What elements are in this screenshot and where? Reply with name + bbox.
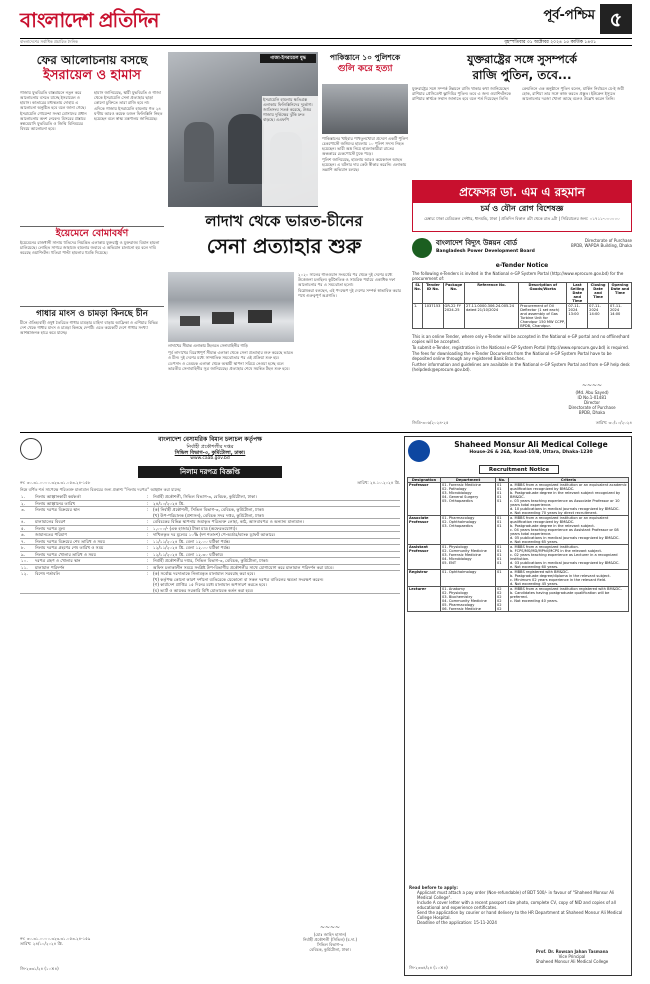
china-donkey-headline: গাধার মাংস ও চামড়া কিনছে চীন [20, 306, 164, 318]
auction-item-value: (ক) নির্বাহী প্রকৌশলী, সিভিল বিভাগ-৩, বেবিচক, কুর্মিটোলা, ঢাকা। (খ) উপ-পরিচালক (প্রশাসন), বেবিচক সদর দপ্তর, কুর্মিটোলা, ঢাকা। [152, 507, 400, 519]
yemen-headline: ইয়েমেনে বোমাবর্ষণ [20, 226, 164, 238]
bpdb-logo-icon [412, 238, 432, 258]
auction-item-label: নিলাম আহ্বানকারী কর্মকর্তা [34, 494, 146, 500]
designation-cell: Assistant Professor [408, 545, 441, 570]
auction-item-number: ২. [20, 500, 34, 507]
photo-vehicle [248, 310, 272, 323]
photo-figure [184, 122, 214, 182]
doctor-ad-specialty: চর্ম ও যৌন রোগ বিশেষজ্ঞ [480, 204, 564, 213]
auction-item-colon: : [146, 500, 152, 507]
bpdb-title: e-Tender Notice [495, 262, 549, 269]
table-row [408, 516, 629, 545]
caab-banner: নিলাম দরপত্র বিজ্ঞপ্তি [138, 466, 282, 478]
china-donkey-body: চীনে ঐতিহ্যবাহী ওষুধ তৈরিতে গাধার চামড়ার চাহিদা বাড়ায় আফ্রিকা ও এশিয়ার বিভিন্ন দেশ থেকে গাধার মাংস ও চামড়া কিনছে দেশটি। এতে কয়েকটি দেশে গাধার সংখ্যা আশঙ্কাজনক হারে কমে যাচ্ছে। [20, 320, 158, 335]
us-russia-headline: যুক্তরাষ্ট্রের সঙ্গে সুসম্পর্কে রাজি পুতিন, তবে... [467, 53, 577, 82]
auction-item-number: ৩. [20, 507, 34, 519]
department-cell: 01. Anatomy 02. Physiology 03. Biochemistry 04. Community Medicine 05. Pharmacology 06. Forensic Medicine [441, 587, 496, 612]
department-cell: 01. Physiology 02. Community Medicine 03. Forensic Medicine 04. Microbiology 05. ENT [441, 545, 496, 570]
table-cell: 1. [413, 304, 423, 329]
medical-signature-block: Prof. Dr. Rowsan Jahan Tasmana Vice Principal Shaheed Monsur Ali Medical College [535, 949, 609, 964]
auction-item-value: দাখিলকৃত দর মূল্যের ১০% (দশ শতাংশ) পে-অর্ডার/ব্যাংক ড্রাফট আকারে। [152, 532, 400, 539]
table-row [20, 571, 400, 594]
recruitment-table [407, 477, 629, 612]
ladakh-photo [168, 272, 294, 342]
table-header-cell: Closing Date and Time [588, 283, 609, 304]
dateline: বৃহস্পতিবার ৩১ অক্টোবর ২০২৪ ১৫ কার্তিক ১৪৩১ [20, 38, 632, 46]
instruction-item: • Send the application by courier or hand delivery to the HR Department at Shaheed Monsur Ali Medical College Hospital. [417, 910, 629, 920]
photo-tag: গাজা-ইসরায়েল যুদ্ধ [260, 54, 316, 63]
table-row [408, 570, 629, 587]
table-header-cell: Last Selling Date and Time [567, 283, 588, 304]
count-cell: 01 [496, 570, 509, 587]
auction-item-colon: : [146, 538, 152, 545]
auction-item-value: ২৪/১০/২০২৪ খ্রি. [152, 500, 400, 507]
auction-item-number: ৪. [20, 519, 34, 526]
auction-item-value: নির্বাহী প্রকৌশলীর দপ্তর, সিভিল বিভাগ-৩, বেবিচক, কুর্মিটোলা, ঢাকা। [152, 558, 400, 565]
auction-item-number: ১০. [20, 558, 34, 565]
ladakh-body-col2: ২০২০ সালের গালওয়ান সংঘর্ষের পর থেকে দুই দেশের মধ্যে উত্তেজনা চলছিল। কূটনৈতিক ও সামরিক পর্যায়ে একাধিক দফা আলোচনার পর এ সমঝোতা হলো। বিশ্লেষকরা বলছেন, এই পদক্ষেপ দুই দেশের সম্পর্ক স্বাভাবিক করার পথে গুরুত্বপূর্ণ অগ্রগতি। [298, 272, 401, 298]
table-header-cell: Criteria [509, 478, 629, 483]
auction-item-label: নিলাম আহ্বানের তারিখ [34, 500, 146, 507]
apply-instructions: Read before to apply: • Applicant must attach a pay order (Non-refundable) of BDT 500/- in favour of "Shaheed Monsur Ali Medical College". • Include A cover letter with a recent passport size photo, complete CV, copy of NID and copies of all educational and experience certificates. • Send the application by courier or hand delivery to the HR Department at Shaheed Monsur Ali Medical College Hospital. • Deadline of the application: 15-11-2024 [409, 885, 629, 945]
ladakh-headline: লাদাখ থেকে ভারত-চীনের সেনা প্রত্যাহার শুরু [205, 212, 363, 258]
signature-scribble: ~~~~ [319, 924, 341, 931]
table-header-cell: Tender ID No. [423, 283, 443, 304]
auction-item-label: নিলাম দরপত্র বিক্রয়ের স্থান [34, 507, 146, 519]
auction-item-label: নিলাম দরপত্র গ্রহণের শেষ তারিখ ও সময় [34, 545, 146, 552]
caab-memo: নং: ৩০.৩১.০০০০.৩২৩.৩১.০৫৩.২৪-১৫৮ [20, 480, 91, 485]
auction-item-number: ৭. [20, 538, 34, 545]
auction-item-label: মালামালের বিবরণ [34, 519, 146, 526]
recruitment-banner: Recruitment Notice [479, 465, 559, 474]
hamas-body-col1: গাজায় যুদ্ধবিরতি বাস্তবায়নে নতুন করে আলোচনায় বসতে যাচ্ছে ইসরায়েল ও হামাস। কাতারের মধ্যস্থতায় দোহায় এ আলোচনা অনুষ্ঠিত হবে বলে জানা গেছে। ইসরায়েলি গোয়েন্দা সংস্থা মোসাদের প্রধান আলোচনায় অংশ নেবেন। মিসরের প্রস্তাবে স্বল্পমেয়াদি যুদ্ধবিরতি ও জিম্মি বিনিময়ের বিষয়ে আলোচনা হবে। [20, 90, 87, 131]
pakistan-photo [322, 84, 408, 134]
section-divider [20, 432, 632, 433]
table-cell: 07-11-2024 13:00 [567, 304, 588, 329]
page-number: ৫ [600, 4, 632, 34]
caab-ad-code: জি-২৩৩১/২৪ (১০×৪) [20, 966, 59, 971]
doctor-ad-name-bar [413, 181, 631, 203]
table-cell: 27.11.0000.306.24.005.24 dated 21/10/2024 [464, 304, 518, 329]
auction-item-value: (ক) সর্বোচ্চ দরদাতাকে নিলামকৃত মালামাল সরবরাহ করা হবে। (খ) কর্তৃপক্ষ কোনো কারণ দর্শানো ব্যতিরেকে যেকোনো বা সকল দরপত্র বাতিলের ক্ষমতা সংরক্ষণ করেন। (গ) কার্যাদেশ প্রাপ্তির ১৫ দিনের মধ্যে মালামাল অপসারণ করতে হবে। (ঘ) ভ্যাট ও আয়কর সরকারি বিধি মোতাবেক কর্তন করা হবে। [152, 571, 400, 594]
auction-item-colon: : [146, 519, 152, 526]
table-header-cell: Package No. [443, 283, 464, 304]
auction-item-number: ৯. [20, 551, 34, 558]
count-cell: 01 01 01 01 01 [496, 483, 509, 516]
table-cell: GR-22 FY 2024-25 [443, 304, 464, 329]
ladakh-photo-caption: লাদাখের সীমান্ত এলাকায় টহলরত সেনাবাহিনীর গাড়ি [168, 343, 248, 348]
auction-item-label: বিশেষ শর্তাবলি [34, 571, 146, 594]
table-row [413, 304, 632, 329]
table-row [20, 507, 400, 519]
caab-date: তারিখ: ২৪.১০.২০২৪ খ্রি. [357, 480, 400, 485]
bpdb-signature-block: ~~~~ (Md. Abu Sayed) ID No.1-01481 Director Directorate of Purchase BPDB, Dhaka [552, 382, 632, 418]
auction-item-label: নিলাম দরপত্র বিক্রয়ের শেষ তারিখ ও সময় [34, 538, 146, 545]
bpdb-tender-ad [412, 236, 632, 428]
table-header-cell: Designation [408, 478, 441, 483]
caab-logo-icon [20, 438, 42, 460]
masthead [20, 6, 260, 44]
table-header-cell: Opening Date and Time [608, 283, 631, 304]
doctor-ad-name: ডা. এম এ রহমান [500, 185, 585, 199]
us-russia-body-col1: যুক্তরাষ্ট্রের সঙ্গে সম্পর্ক উন্নয়নে রাজি থাকার কথা জানিয়েছেন রাশিয়ার প্রেসিডেন্ট ভ্লাদিমির পুতিন। তবে এ জন্য ওয়াশিংটনকে রাশিয়ার স্বার্থকে সম্মান জানাতে হবে বলে শর্ত দিয়েছেন তিনি। [412, 86, 511, 101]
auction-item-number: ১২. [20, 571, 34, 594]
count-cell: 02 02 02 02 02 02 [496, 587, 509, 612]
department-cell: 01. Ophthalmology [441, 570, 496, 587]
medical-college-logo-icon [408, 440, 430, 462]
criteria-cell: a. MBBS from a recognized institution or an equivalent qualification recognized by BM&DC. b. Postgraduate degree in the relevant subject. c. 04 years teaching experience as Assistant Professor or 08 years total experience. d. 05 publications in medical journals recognized by BM&DC. e. Not exceeding 65 years. [509, 516, 629, 545]
auction-item-label: জামানতের পরিমাণ [34, 532, 146, 539]
newspaper-logo: বাংলাদেশ প্রতিদিন [20, 8, 159, 32]
auction-item-colon: : [146, 571, 152, 594]
photo-vehicle [180, 316, 200, 326]
auction-item-value: বেবিচকের বিভিন্ন স্থাপনায় জমাকৃত পরিত্যক্ত লোহা, কাঠ, আসবাবপত্র ও অন্যান্য মালামাল। [152, 519, 400, 526]
pakistan-body: পাকিস্তানের খাইবার পাখতুনখোয়া প্রদেশে একটি পুলিশ চেকপোস্টে জঙ্গিদের হামলায় ১০ পুলিশ সদস্য নিহত হয়েছেন। ভারী অস্ত্র নিয়ে হামলাকারীরা রাতের অন্ধকারে চেকপোস্টে ঢুকে পড়ে। পুলিশ জানিয়েছে, হামলায় আরও কয়েকজন আহত হয়েছেন। এ ঘটনার দায় কেউ স্বীকার করেনি। এলাকায় তল্লাশি অভিযান চলছে। [322, 136, 408, 172]
caab-auction-ad [20, 436, 400, 976]
photo-figure [228, 114, 264, 184]
caab-org: বাংলাদেশ বেসামরিক বিমান চলাচল কর্তৃপক্ষ নির্বাহী প্রকৌশলীর দপ্তর সিভিল বিভাগ-৩, কুর্মিটোলা, ঢাকা। www.caab.gov.bd [158, 436, 262, 461]
auction-item-value: ১১/১১/২০২৪ খ্রি. বেলা ১২.০০ ঘটিকা পর্যন্ত। [152, 538, 400, 545]
us-russia-body-col2: ক্রেমলিনে এক অনুষ্ঠানে পুতিন বলেন, মার্কিন নির্বাচনে যে-ই জয়ী হোক, রাশিয়া তার সঙ্গে কাজ করতে প্রস্তুত। ইউক্রেন ইস্যুতে আলোচনার দরজা খোলা আছে বলেও উল্লেখ করেন তিনি। [522, 86, 624, 101]
designation-cell: Lecturer [408, 587, 441, 612]
designation-cell: Registrar [408, 570, 441, 587]
table-cell: 1037153 [423, 304, 443, 329]
table-cell: Procurement of Oil Deflector (1 set each) and assembly of Gas Turbine Unit for Chandpur 150 MW CCPP, BPDB, Chandpur. [520, 304, 566, 328]
caab-signature-block: ~~~~ (মোঃ জাহিদ হাসান) নির্বাহী প্রকৌশলী (সিভিল) (চ.দা.) সিভিল বিভাগ-৩ বেবিচক, কুর্মিটোলা, ঢাকা। [260, 924, 400, 958]
auction-item-label: নিলাম দরপত্র মূল্য [34, 525, 146, 532]
doctor-ad-info: চেম্বার: ঢাকা মেডিকেল সেন্টার, ধানমন্ডি, ঢাকা | প্রতিদিন বিকাল ৫টা থেকে রাত ৯টা | সিরিয়ালের জন্য: ০১৭১১-০০০০০০ [424, 216, 620, 221]
auction-item-colon: : [146, 545, 152, 552]
bpdb-dept-address: Directorate of Purchase BPDB, WAPDA Building, Dhaka [571, 238, 632, 248]
instruction-item: • Include A cover letter with a recent passport size photo, complete CV, copy of NID and copies of all educational and experience certificates. [417, 900, 629, 910]
auction-item-number: ৮. [20, 545, 34, 552]
table-cell: 07-11-2024 14:00 [608, 304, 631, 329]
doctor-ad-prefix: প্রফেসর [459, 185, 497, 199]
instruction-item: • Applicant must attach a pay order (Non-refundable) of BDT 500/- in favour of "Shaheed Monsur Ali Medical College". [417, 890, 629, 900]
criteria-cell: a. MBBS from a recognized institution or an equivalent academic qualification recognized by BM&DC. b. Postgraduate degree in the relevant subject recognized by BM&DC. c. 03 years teaching experience as Associate Professor or 10 years total experience. d. 10 publications in medical journals recognized by BM&DC. e. Not exceeding 70 years by direct recruitment. [510, 483, 627, 515]
auction-item-value: অফিস চলাকালীন সময়ে সংশ্লিষ্ট উপ-বিভাগীয় প্রকৌশলীর সাথে যোগাযোগ করে মালামাল পরিদর্শন করা যাবে। [152, 564, 400, 571]
auction-item-label: নিলাম দরপত্র খোলার তারিখ ও সময় [34, 551, 146, 558]
designation-cell: Professor [408, 483, 441, 516]
bpdb-memo-right: তারিখ: ৩০/১০/২০২৪ [595, 420, 632, 425]
table-header-cell: Reference No. [464, 283, 518, 304]
auction-item-colon: : [146, 564, 152, 571]
section-title: পূর্ব-পশ্চিম [543, 8, 595, 23]
table-row [408, 545, 629, 570]
auction-item-colon: : [146, 494, 152, 500]
medical-college-header: Shaheed Monsur Ali Medical College House-26 & 26A, Road-10/B, Uttara, Dhaka-1230 [454, 440, 608, 455]
table-header-cell: SL No. [413, 283, 423, 304]
auction-item-colon: : [146, 507, 152, 519]
bpdb-notes: This is an online Tender, where only e-Tender will be accepted in the National e-GP portal and no offline/hard copies will be accepted. To submit e-Tender, registration in the National e-GP System Portal (http://www.eprocure.gov.bd) is required. The fees for downloading the e-Tender Documents from the National e-GP System Portal have to be deposited online through any registered Bank Branches. Further information and guidelines are available in the National e-GP System Portal and from e-GP help desk (helpdesk@eprocure.gov.bd). [412, 334, 630, 372]
count-cell: 01 01 01 01 01 [496, 545, 509, 570]
table-header-cell: Description of Goods/Works [519, 283, 567, 304]
auction-item-value: ১২/১১/২০২৪ খ্রি. বেলা ১২.৩০ ঘটিকায়। [152, 551, 400, 558]
table-header-cell: Department [441, 478, 496, 483]
pakistan-headline: পাকিস্তানে ১০ পুলিশকে গুলি করে হত্যা [329, 53, 401, 74]
auction-item-value: ১২/১১/২০২৪ খ্রি. বেলা ১২.০০ ঘটিকা পর্যন্ত। [152, 545, 400, 552]
table-row [408, 587, 629, 612]
table-cell: 07-11-2024 14:00 [588, 304, 609, 329]
auction-item-label: দরপত্র গ্রহণ ও খোলার স্থান [34, 558, 146, 565]
auction-item-colon: : [146, 532, 152, 539]
bpdb-org: বাংলাদেশ বিদ্যুৎ উন্নয়ন বোর্ড Bangladesh Power Development Board [436, 239, 535, 254]
bpdb-memo-left: জিডি-৩০৬/২০২৪-২৫ [412, 420, 449, 425]
caab-intro: নিম্নে বর্ণিত শর্ত সাপেক্ষে পরিত্যক্ত মালামাল বিক্রয়ের জন্য প্রকাশ্য "নিলাম দরপত্র" আহ্বান করা যাচ্ছে: [20, 487, 182, 492]
criteria-cell: a. MBBS registered with BM&DC. b. Postgraduate degree/diploma in the relevant subject. c. Minimum 02 years experience in the relevant field. d. Not exceeding 45 years. [509, 570, 629, 587]
bpdb-intro: The following e-Tenders is invited in the National e-GP System Portal (http://www.eprocure.gov.bd) for the procurement of: [412, 271, 624, 281]
ladakh-body-col1: পূর্ব লাদাখের বিরোধপূর্ণ সীমান্ত এলাকা থেকে সেনা প্রত্যাহার শুরু করেছে ভারত ও চীন। দুই দেশের মধ্যে সাম্প্রতিক সমঝোতার পর এই প্রক্রিয়া শুরু হয়। ডেপসাং ও ডেমচক এলাকা থেকে অস্থায়ী স্থাপনা সরিয়ে নেওয়া হচ্ছে বলে ভারতীয় সেনাবাহিনীর সূত্র জানিয়েছে। প্রত্যাহার শেষে সমন্বিত টহল শুরু হবে। [168, 350, 293, 371]
doctor-ad [412, 180, 632, 232]
medical-college-ad [404, 436, 632, 976]
auction-item-number: ৬. [20, 532, 34, 539]
auction-item-value: ১,০০০/- (এক হাজার) টাকা মাত্র (অফেরতযোগ্য)। [152, 525, 400, 532]
department-cell: 01. Forensic Medicine 02. Pathology 03. Microbiology 04. General Surgery 05. Orthopaedics [441, 483, 496, 516]
table-row [408, 483, 629, 516]
signature-scribble: ~~~~ [581, 382, 603, 389]
medical-ad-code: জি-২৩৩৪/২৪ (১০×৪) [409, 965, 448, 970]
auction-item-colon: : [146, 525, 152, 532]
auction-item-colon: : [146, 558, 152, 565]
auction-item-colon: : [146, 551, 152, 558]
designation-cell: Associate Professor [408, 516, 441, 545]
photo-vehicle [212, 312, 234, 324]
bpdb-tender-table [412, 282, 632, 329]
hamas-body-col2: হামাস জানিয়েছে, স্থায়ী যুদ্ধবিরতি ও গাজা থেকে ইসরায়েলি সেনা প্রত্যাহার ছাড়া কোনো চুক্তিতে তারা রাজি হবে না। এদিকে গাজায় ইসরায়েলি হামলায় গত ২৪ ঘণ্টায় আরও কয়েক ডজন ফিলিস্তিনি নিহত হয়েছেন বলে স্বাস্থ্য মন্ত্রণালয় জানিয়েছে। [94, 90, 163, 121]
auction-item-value: নির্বাহী প্রকৌশলী, সিভিল বিভাগ-৩, বেবিচক, কুর্মিটোলা, ঢাকা। [152, 494, 400, 500]
auction-item-number: ১. [20, 494, 34, 500]
auction-item-number: ৫. [20, 525, 34, 532]
count-cell: 01 01 01 [496, 516, 509, 545]
auction-item-label: মালামাল পরিদর্শন [34, 564, 146, 571]
newspaper-tagline: বাংলাদেশের সর্বাধিক প্রচারিত দৈনিক [20, 39, 78, 44]
yemen-body: ইয়েমেনের রাজধানী সানায় হুতিদের নিয়ন্ত্রিত এলাকায় যুক্তরাষ্ট্র ও যুক্তরাজ্য বিমান হামলা চালিয়েছে। লোহিত সাগরে জাহাজে হামলার জবাবে এ অভিযান চালানো হয় বলে দাবি করেছে ওয়াশিংটন। হুতিরা পাল্টা হামলার হুমকি দিয়েছে। [20, 240, 160, 255]
gaza-photo-side-text: ইসরায়েলি হামলায় ক্ষতিগ্রস্ত এলাকায় ফিলিস্তিনিদের দুর্ভোগ। জাতিসংঘ সতর্ক করেছে, উত্তর গাজায় দুর্ভিক্ষের ঝুঁকি দ্রুত বাড়ছে। এএফপি [262, 96, 318, 206]
table-header-cell: No. [496, 478, 509, 483]
auction-item-number: ১১. [20, 564, 34, 571]
department-cell: 01. Pharmacology 02. Ophthalmology 03. Orthopaedics [441, 516, 496, 545]
instruction-item: • Deadline of the application: 15-11-2024 [417, 920, 629, 925]
hamas-headline: ফের আলোচনায় বসছে ইসরায়েল ও হামাস [36, 53, 148, 83]
criteria-cell: a. MBBS from a recognized institution registered with BM&DC. b. Candidates having postgraduate qualification will be preferred. c. Not exceeding 40 years. [509, 587, 629, 612]
caab-auction-table [20, 494, 400, 594]
caab-footer-memo: নং: ৩০.৩১.০০০০.৩২৩.৩১.০৫৩.২৪-১৫৯ তারিখ: ২৪/১০/২০২৪ খ্রি. [20, 936, 91, 946]
criteria-cell: a. MBBS from a recognized institution. b. FCPS/MS/MD/MPhil/MCPS in the relevant subject. c. 02 years teaching experience as Lecturer in a recognized institution. d. 03 publications in medical journals recognized by BM&DC. e. Not exceeding 60 years. [509, 545, 629, 570]
